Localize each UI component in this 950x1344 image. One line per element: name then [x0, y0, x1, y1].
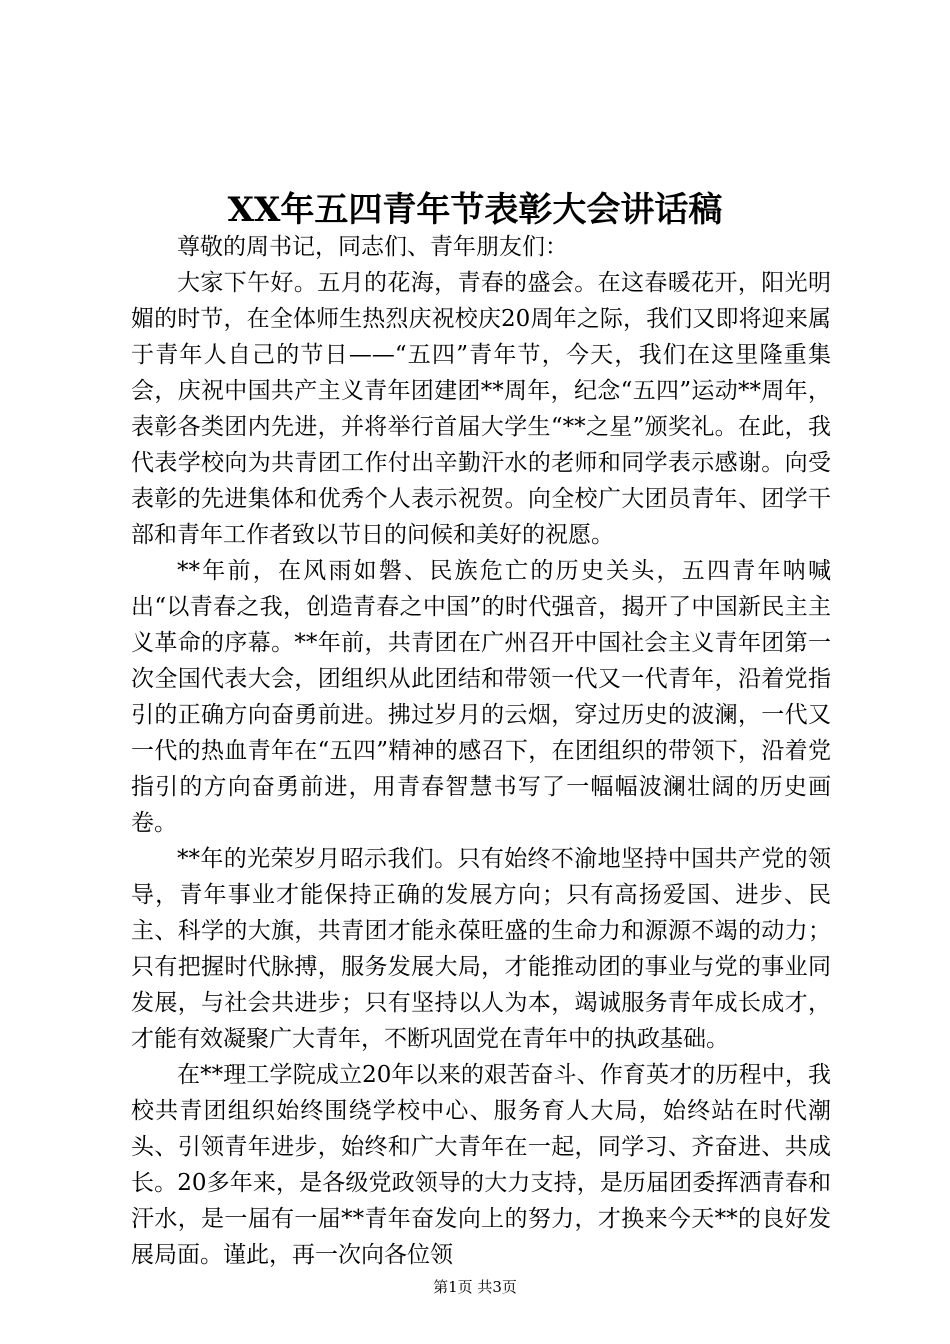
page-footer: 第1页 共3页	[433, 1278, 517, 1296]
paragraph: **年前，在风雨如磐、民族危亡的历史关头，五四青年呐喊出“以青春之我，创造青春之中国”的时代强音，揭开了中国新民主主义革命的序幕。**年前，共青团在广州召开中国社会主义青年团第一次全国代表大会，团组织从此团结和带领一代又一代青年，沿着党指引的正确方向奋勇前进。拂过岁月的云烟，穿过历史的波澜，一代又一代的热血青年在“五四”精神的感召下，在团组织的带领下，沿着党指引的方向奋勇前进，用青春智慧书写了一幅幅波澜壮阔的历史画卷。	[131, 558, 831, 836]
paragraph: 在**理工学院成立20年以来的艰苦奋斗、作育英才的历程中，我校共青团组织始终围绕学校中心、服务育人大局，始终站在时代潮头、引领青年进步，始终和广大青年在一起，同学习、齐奋进、共成长。20多年来，是各级党政领导的大力支持，是历届团委挥洒青春和汗水，是一届有一届**青年奋发向上的努力，才换来今天**的良好发展局面。谨此，再一次向各位领	[131, 1062, 831, 1268]
document-title: XX年五四青年节表彰大会讲话稿	[227, 190, 723, 230]
paragraph: **年的光荣岁月昭示我们。只有始终不渝地坚持中国共产党的领导，青年事业才能保持正确的发展方向；只有高扬爱国、进步、民主、科学的大旗，共青团才能永葆旺盛的生命力和源源不竭的动力；只有把握时代脉搏，服务发展大局，才能推动团的事业与党的事业同发展，与社会共进步；只有坚持以人为本，竭诚服务青年成长成才，才能有效凝聚广大青年，不断巩固党在青年中的执政基础。	[131, 846, 831, 1052]
paragraph: 大家下午好。五月的花海，青春的盛会。在这春暖花开，阳光明媚的时节，在全体师生热烈庆祝校庆20周年之际，我们又即将迎来属于青年人自己的节日——“五四”青年节，今天，我们在这里隆重集会，庆祝中国共产主义青年团建团**周年，纪念“五四”运动**周年，表彰各类团内先进，并将举行首届大学生“**之星”颁奖礼。在此，我代表学校向为共青团工作付出辛勤汗水的老师和同学表示感谢。向受表彰的先进集体和优秀个人表示祝贺。向全校广大团员青年、团学干部和青年工作者致以节日的问候和美好的祝愿。	[131, 270, 831, 548]
salutation: 尊敬的周书记，同志们、青年朋友们：	[177, 234, 568, 260]
document-body	[131, 229, 831, 1273]
